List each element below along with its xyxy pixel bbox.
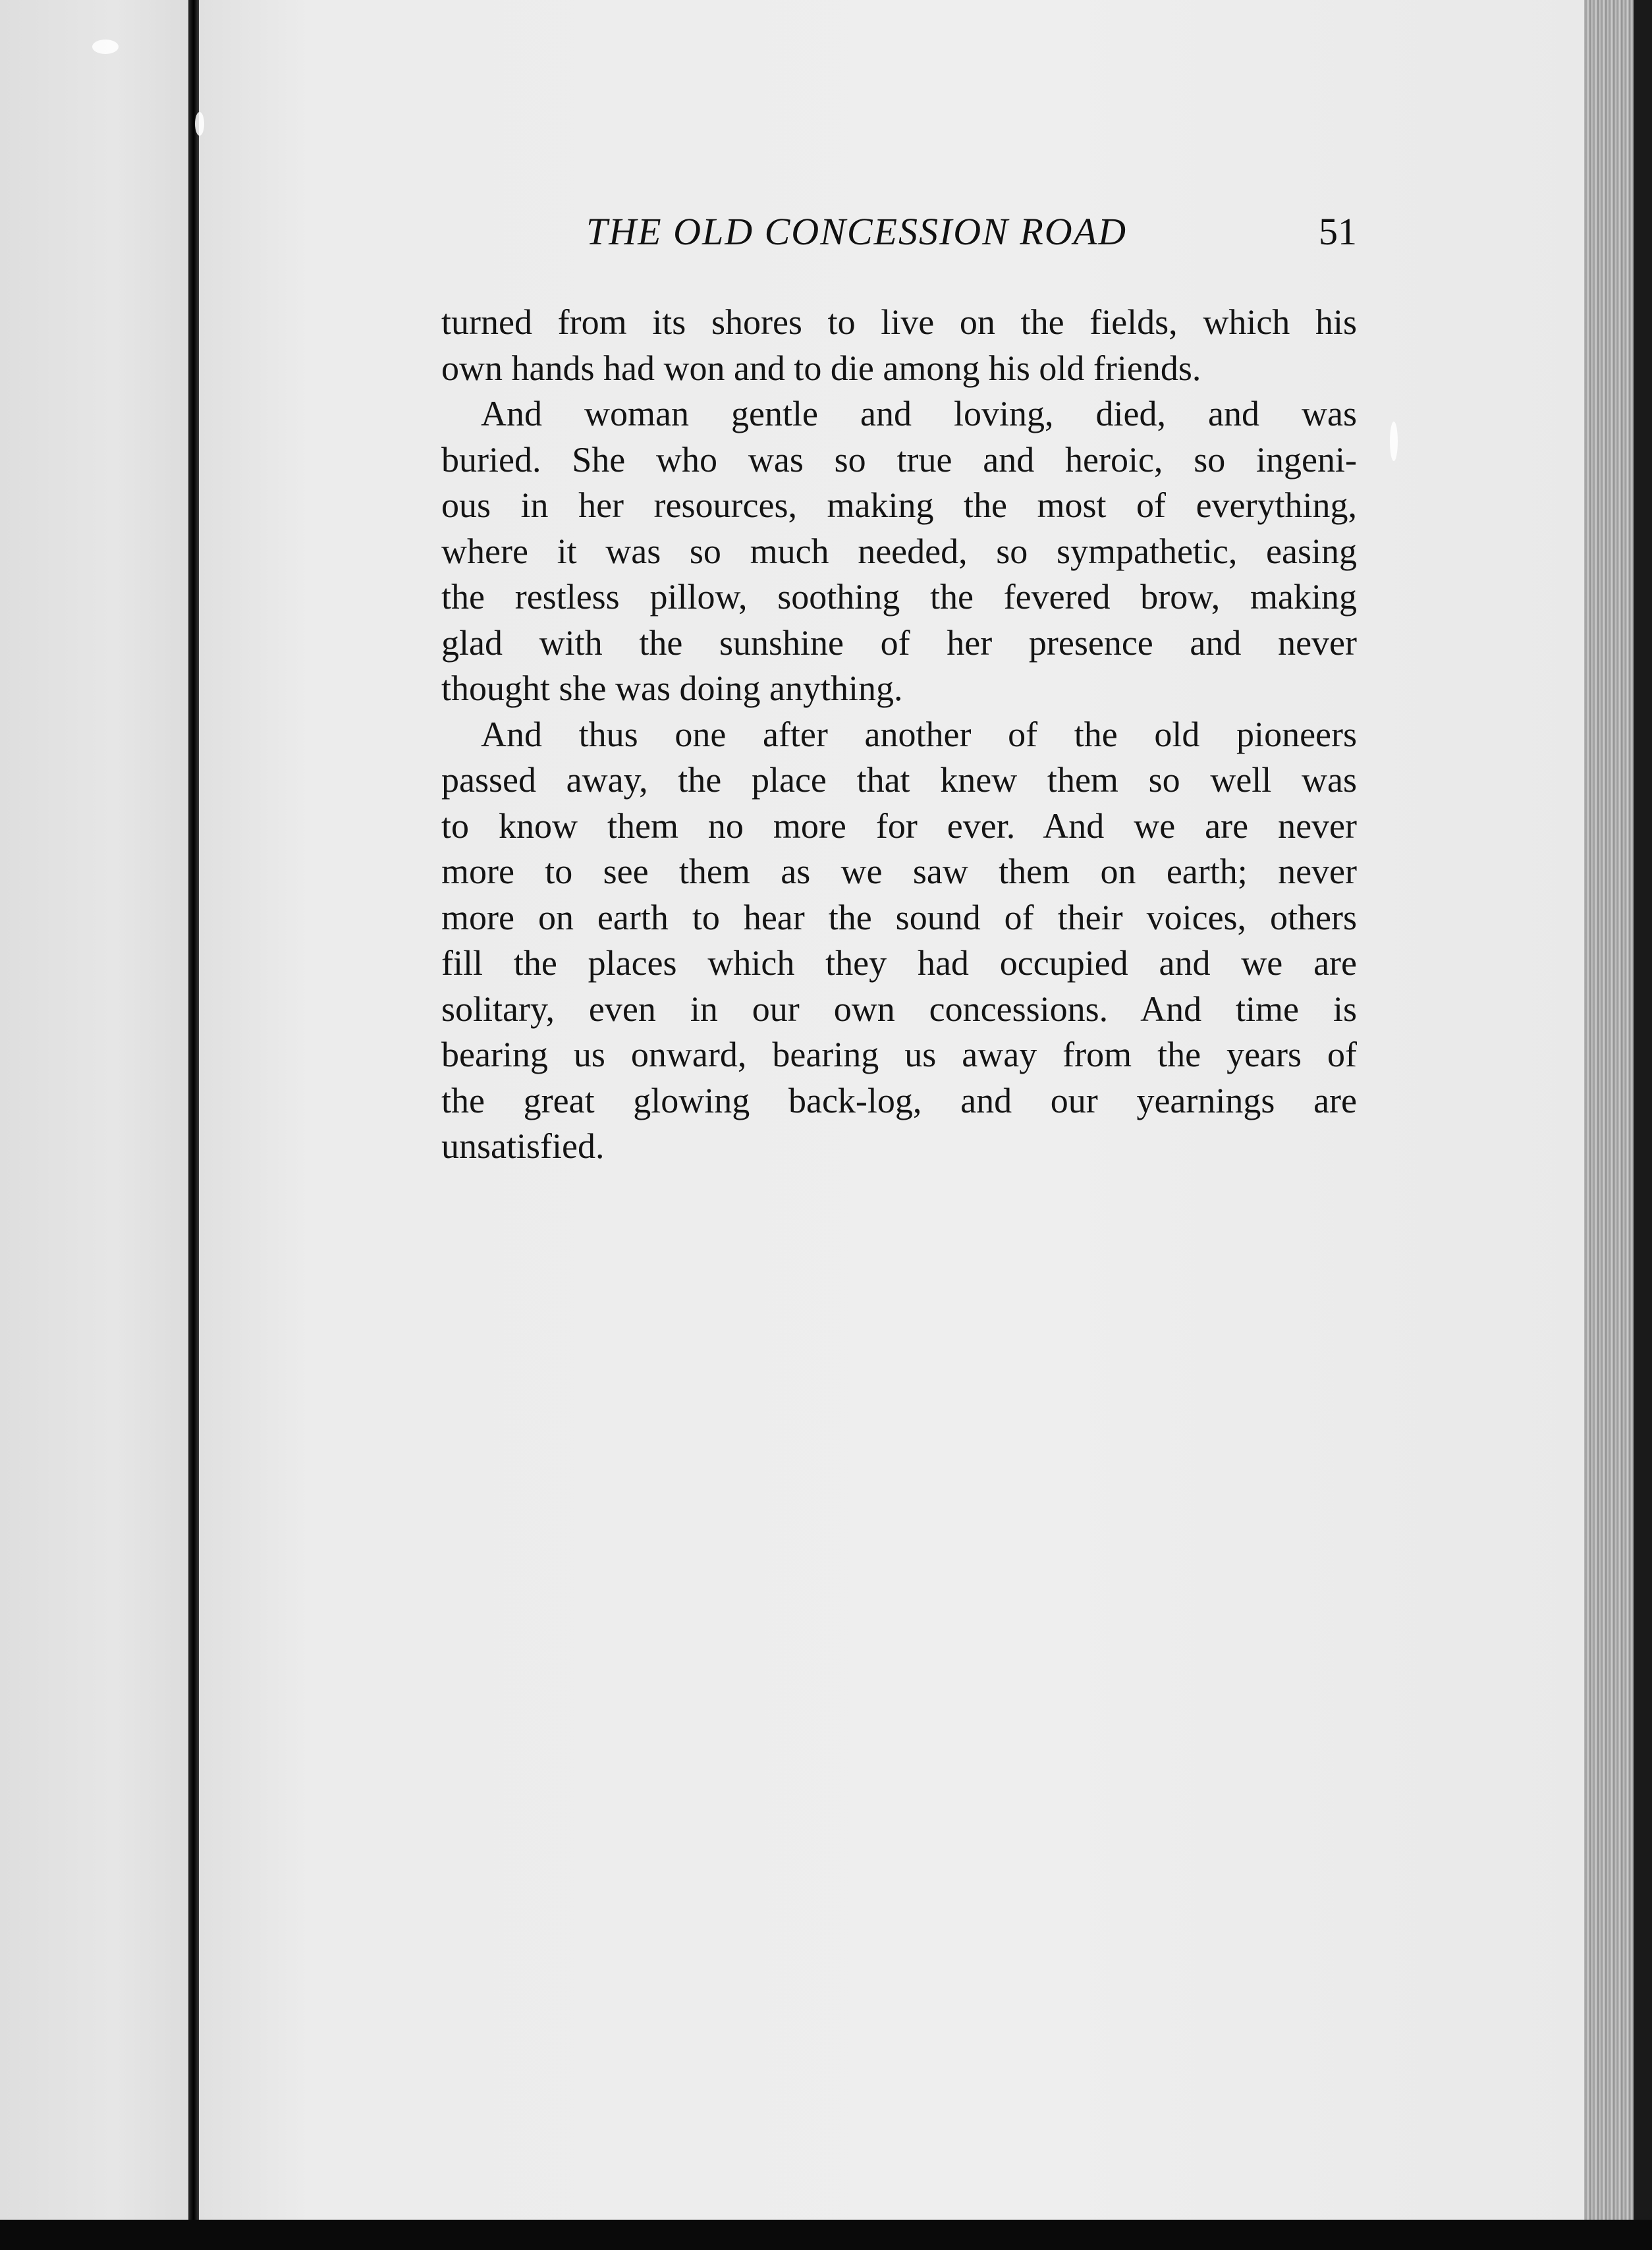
body-text [441, 300, 1357, 1170]
text-line: unsatisfied. [441, 1126, 605, 1166]
scan-border [0, 2220, 1652, 2250]
page-number: 51 [1319, 210, 1357, 253]
text-line: And woman gentle and loving, died, and was [481, 394, 1357, 433]
page-edges [1584, 0, 1652, 2220]
text-line: solitary, even in our own concessions. And time is [441, 989, 1357, 1029]
text-line: more to see them as we saw them on earth; never [441, 852, 1357, 891]
text-line: bearing us onward, bearing us away from the years of [441, 1035, 1357, 1074]
paragraph-1 [441, 300, 1357, 391]
text-line: glad with the sunshine of her presence and never [441, 622, 1357, 663]
text-line: the restless pillow, soothing the fevered brow, making [441, 577, 1357, 617]
scan-speck [92, 40, 119, 54]
page-header [441, 209, 1357, 262]
scan-speck [1390, 422, 1398, 461]
text-line: fill the places which they had occupied and we are [441, 943, 1357, 983]
text-line: the great glowing back-log, and our yearnings are [441, 1080, 1357, 1120]
running-title: THE OLD CONCESSION ROAD [586, 210, 1127, 253]
paragraph-3 [441, 712, 1357, 1170]
text-line: to know them no more for ever. And we are never [441, 806, 1357, 846]
scan-speck [195, 112, 204, 136]
text-line: thought she was doing anything. [441, 669, 903, 708]
facing-page-edge [0, 0, 191, 2220]
text-line: where it was so much needed, so sympathetic, easing [441, 531, 1357, 571]
text-line: more on earth to hear the sound of their voices, others [441, 897, 1357, 937]
text-line: ous in her resources, making the most of everything, [441, 485, 1357, 525]
text-line: buried. She who was so true and heroic, so ingeni- [441, 439, 1357, 480]
book-gutter [188, 0, 199, 2220]
text-line: passed away, the place that knew them so well was [441, 760, 1357, 800]
text-line: own hands had won and to die among his old friends. [441, 348, 1201, 388]
paragraph-2 [441, 391, 1357, 712]
text-line: turned from its shores to live on the fields, which his [441, 302, 1357, 342]
text-line: And thus one after another of the old pioneers [481, 714, 1357, 754]
